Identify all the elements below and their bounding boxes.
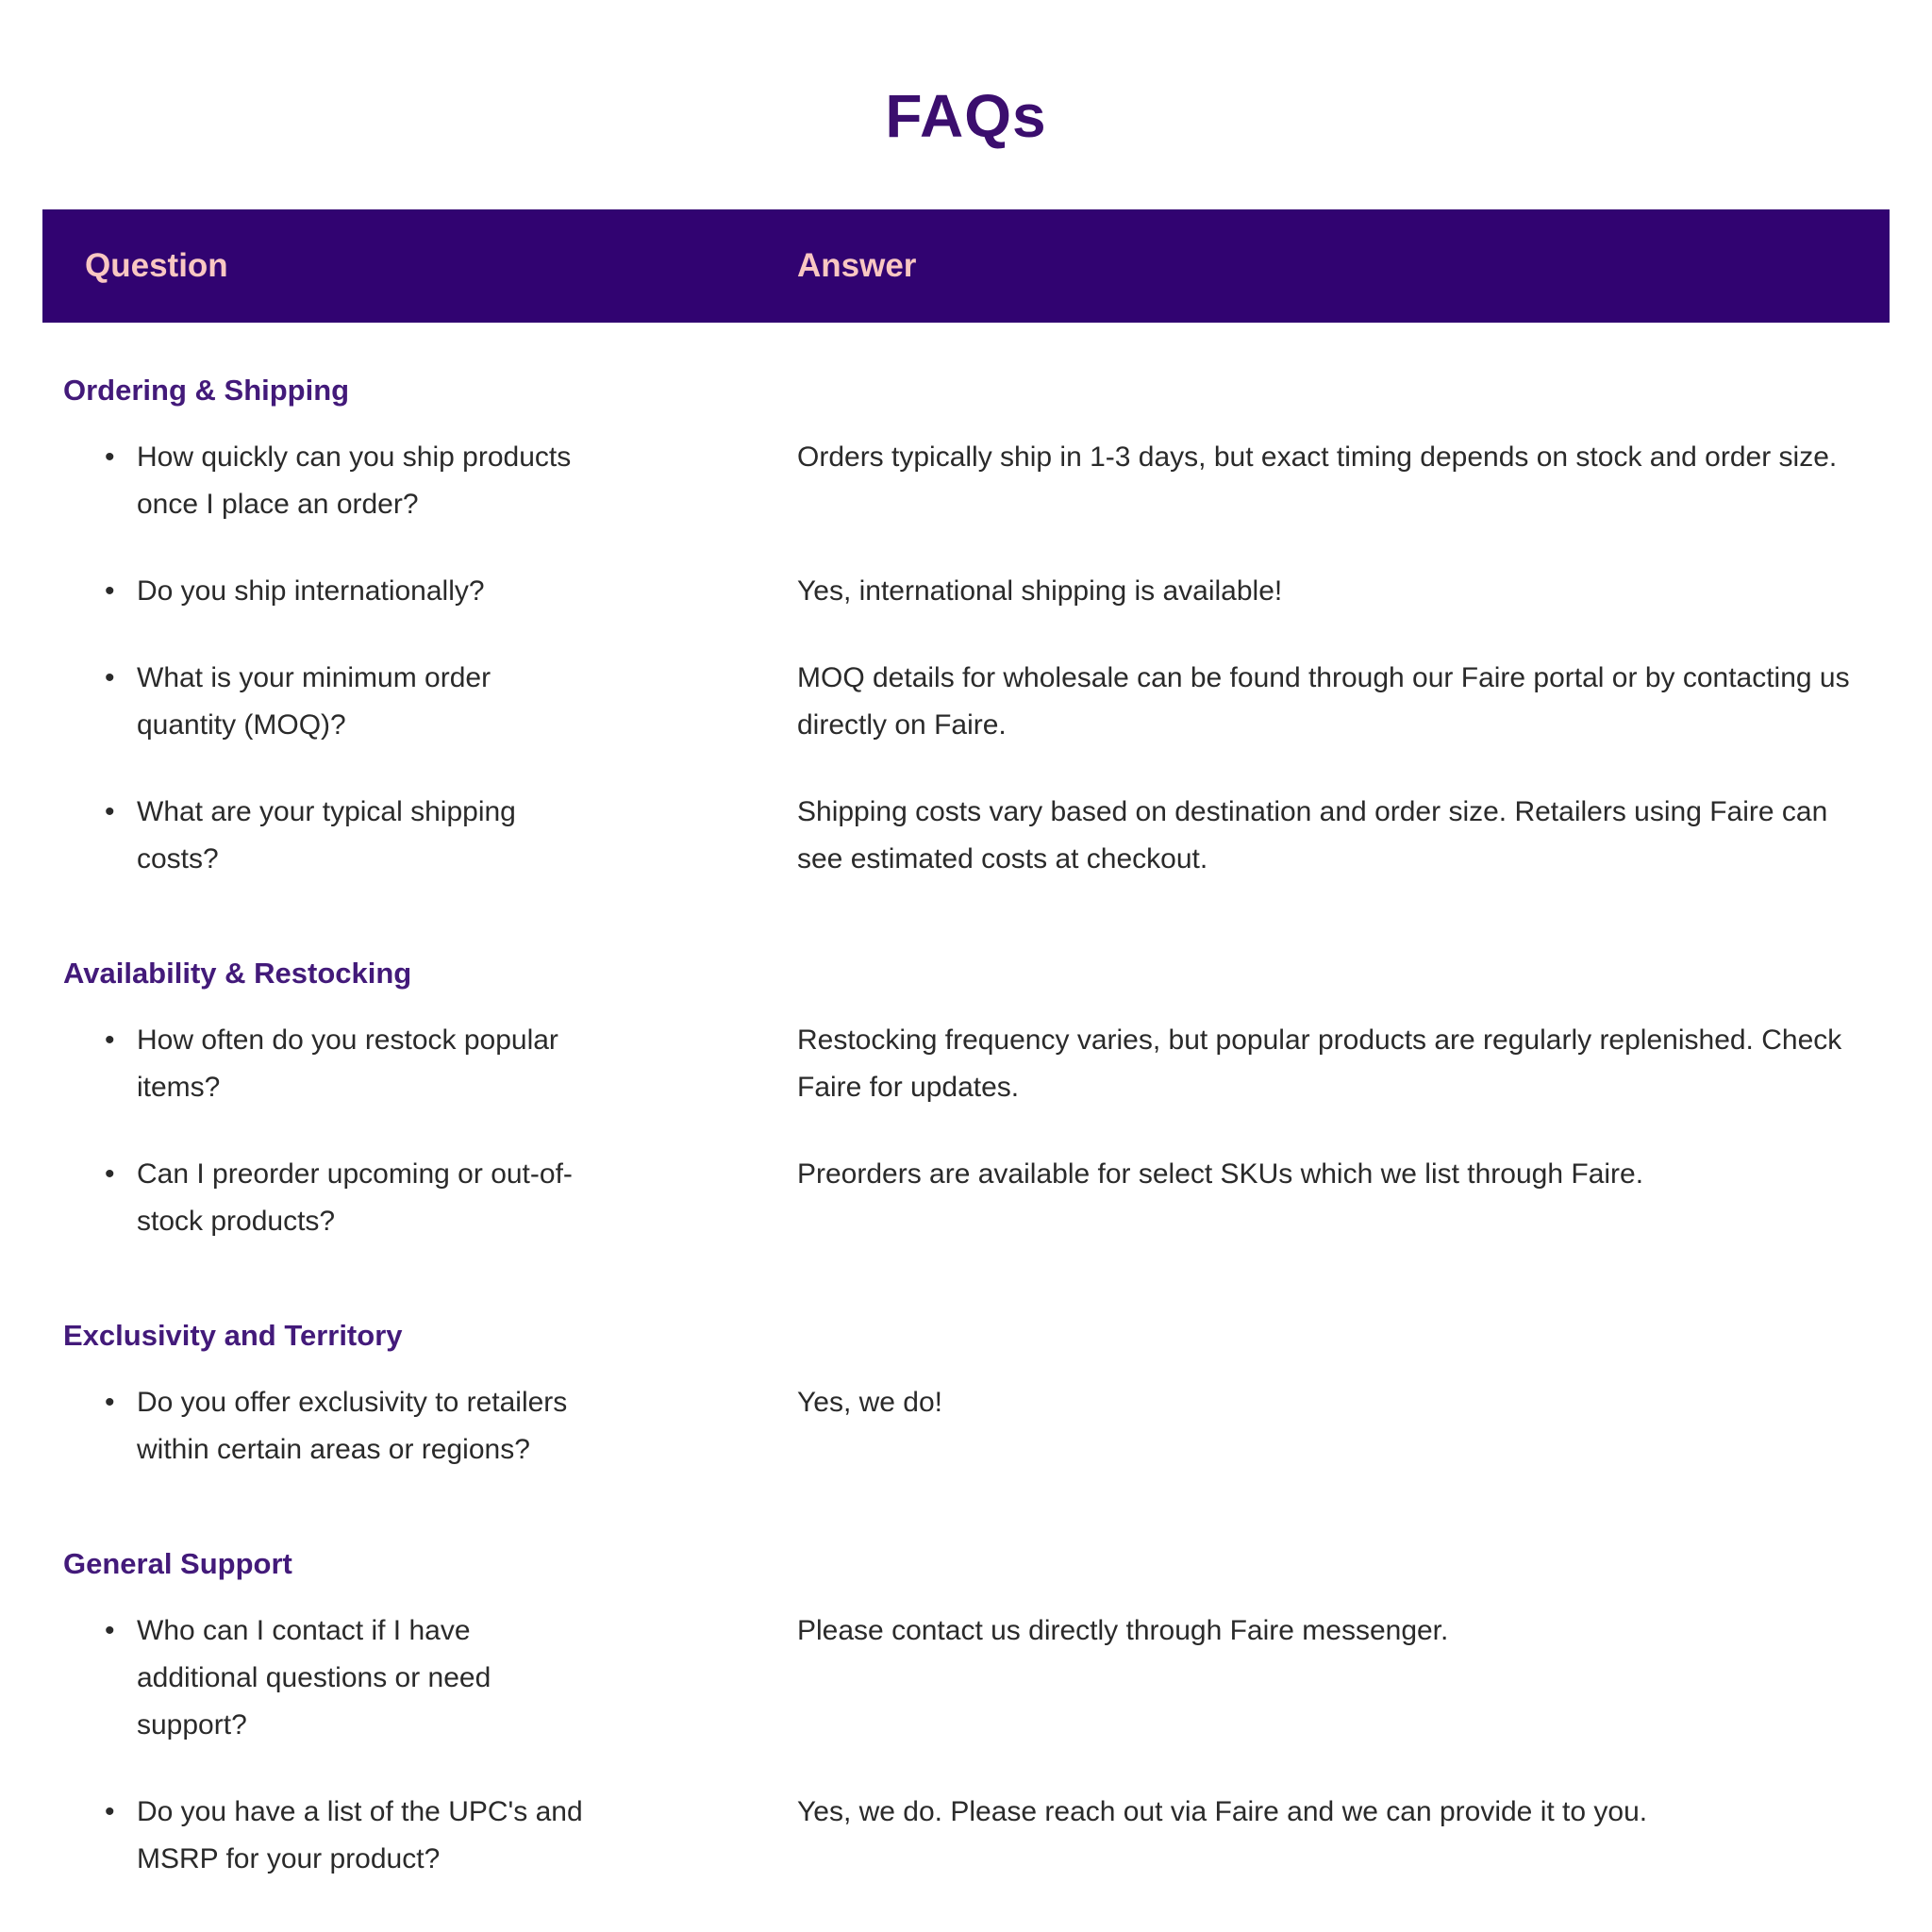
section-heading: Availability & Restocking: [63, 957, 412, 990]
answer-text: Restocking frequency varies, but popular products are regularly replenished. Check Faire for updates.: [797, 1024, 1842, 1103]
answer-cell: [797, 1379, 1890, 1474]
section-heading: Exclusivity and Territory: [63, 1319, 403, 1352]
answer-cell: [797, 655, 1890, 749]
faq-row: [42, 434, 1890, 528]
question-cell: [42, 1017, 797, 1111]
answer-column-header: Answer: [797, 247, 917, 284]
section-ordering-shipping: [42, 374, 1890, 883]
question-cell: [42, 655, 797, 749]
question-text: Do you have a list of the UPC's and MSRP for your product?: [137, 1796, 583, 1874]
bullet-icon: •: [105, 575, 115, 607]
question-text: What are your typical shipping costs?: [137, 796, 516, 874]
bullet-icon: •: [105, 662, 115, 693]
answer-text: Orders typically ship in 1-3 days, but exact timing depends on stock and order size.: [797, 441, 1838, 473]
answer-cell: [797, 1151, 1890, 1245]
bullet-icon: •: [105, 1796, 115, 1827]
question-text: Do you offer exclusivity to retailers within certain areas or regions?: [137, 1387, 568, 1465]
faq-row: [42, 789, 1890, 883]
page-title: FAQs: [885, 82, 1047, 150]
faq-row: [42, 568, 1890, 615]
answer-cell: [797, 1017, 1890, 1111]
bullet-icon: •: [105, 796, 115, 827]
question-text: Who can I contact if I have additional questions or need support?: [137, 1615, 491, 1740]
bullet-icon: •: [105, 441, 115, 473]
section-heading: General Support: [63, 1547, 292, 1580]
faq-row: [42, 655, 1890, 749]
answer-text: Please contact us directly through Faire messenger.: [797, 1615, 1449, 1646]
bullet-icon: •: [105, 1024, 115, 1056]
question-text: Can I preorder upcoming or out-of-stock products?: [137, 1158, 573, 1237]
faq-row: [42, 1379, 1890, 1474]
question-cell: [42, 1151, 797, 1245]
bullet-icon: •: [105, 1387, 115, 1418]
question-cell: [42, 568, 797, 615]
bullet-icon: •: [105, 1158, 115, 1190]
faq-content: [42, 323, 1890, 1883]
answer-text: Preorders are available for select SKUs which we list through Faire.: [797, 1158, 1644, 1190]
question-cell: [42, 1607, 797, 1749]
question-column-header: Question: [85, 247, 228, 284]
faq-table-header: [42, 209, 1890, 323]
question-cell: [42, 434, 797, 528]
question-cell: [42, 789, 797, 883]
faq-row: [42, 1789, 1890, 1883]
section-exclusivity-territory: [42, 1319, 1890, 1474]
answer-text: MOQ details for wholesale can be found through our Faire portal or by contacting us directly on Faire.: [797, 662, 1850, 741]
answer-cell: [797, 789, 1890, 883]
question-text: How often do you restock popular items?: [137, 1024, 558, 1103]
answer-text: Yes, we do. Please reach out via Faire and we can provide it to you.: [797, 1796, 1648, 1827]
answer-cell: [797, 434, 1890, 528]
section-availability-restocking: [42, 957, 1890, 1245]
answer-cell: [797, 1789, 1890, 1883]
answer-text: Yes, international shipping is available!: [797, 575, 1283, 607]
faq-row: [42, 1151, 1890, 1245]
question-text: How quickly can you ship products once I place an order?: [137, 441, 572, 520]
answer-cell: [797, 1607, 1890, 1749]
question-text: What is your minimum order quantity (MOQ)?: [137, 662, 491, 741]
question-text: Do you ship internationally?: [137, 575, 485, 607]
answer-text: Yes, we do!: [797, 1387, 942, 1418]
bullet-icon: •: [105, 1615, 115, 1646]
answer-cell: [797, 568, 1890, 615]
question-cell: [42, 1379, 797, 1474]
faq-row: [42, 1607, 1890, 1749]
section-general-support: [42, 1547, 1890, 1883]
answer-text: Shipping costs vary based on destination and order size. Retailers using Faire can see estimated costs at checkout.: [797, 796, 1828, 874]
section-heading: Ordering & Shipping: [63, 374, 350, 407]
question-cell: [42, 1789, 797, 1883]
faq-row: [42, 1017, 1890, 1111]
